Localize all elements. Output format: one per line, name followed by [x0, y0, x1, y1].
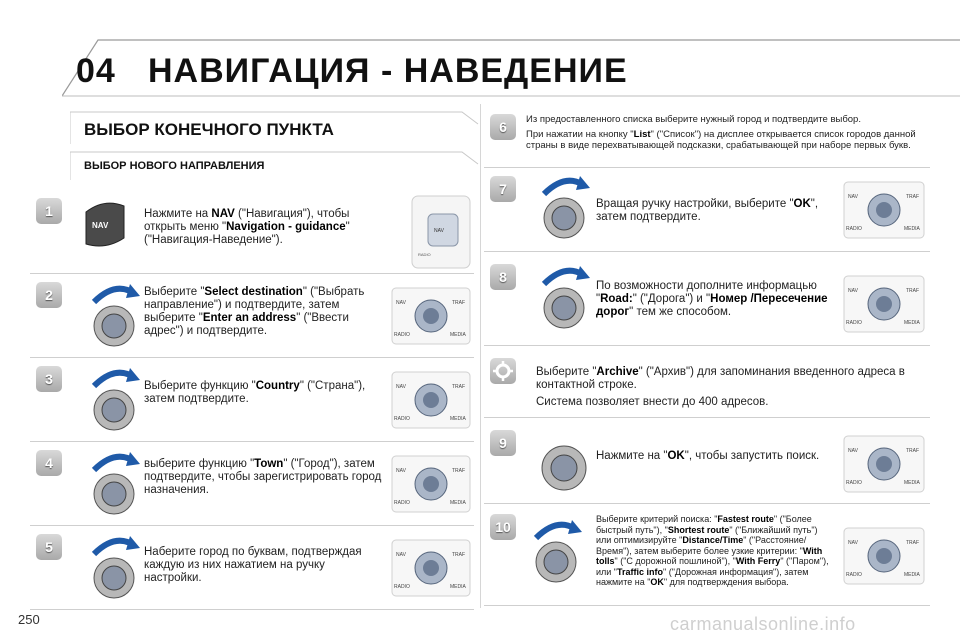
column-divider — [480, 104, 481, 608]
step-2 — [30, 274, 474, 358]
step-number-badge: 5 — [36, 534, 62, 560]
control-panel-image — [842, 430, 926, 498]
control-panel-image — [842, 176, 926, 244]
svg-text:NAV: NAV — [848, 540, 858, 546]
svg-text:MEDIA: MEDIA — [450, 584, 466, 590]
knob-turn-icon — [86, 282, 142, 350]
svg-text:NAV: NAV — [848, 288, 858, 294]
svg-text:RADIO: RADIO — [846, 226, 862, 232]
svg-text:NAV: NAV — [396, 384, 406, 390]
watermark: carmanualsonline.info — [670, 614, 856, 634]
step-number-badge: 7 — [490, 176, 516, 202]
step-8-text: По возможности дополните информацью "Road:" ("Дорога") и "Номер /Пересечение дорог" тем же способом. — [596, 280, 828, 318]
step-6 — [484, 106, 930, 168]
svg-text:NAV: NAV — [848, 448, 858, 454]
archive-note — [484, 350, 930, 418]
svg-text:MEDIA: MEDIA — [904, 572, 920, 578]
svg-text:NAV: NAV — [396, 468, 406, 474]
knob-turn-icon — [86, 366, 142, 434]
svg-text:RADIO: RADIO — [418, 252, 431, 257]
step-6-text: Из предоставленного списка выберите нужный город и подтвердите выбор. При нажатии на кнопку "List" ("Список") на дисплее открывается список городов данной страны в виде перехватывающей подсказки, срабатывающей при наборе первых букв. — [526, 114, 916, 151]
svg-text:RADIO: RADIO — [846, 572, 862, 578]
step-number-badge: 3 — [36, 366, 62, 392]
svg-text:TRAF: TRAF — [906, 194, 920, 200]
step-1-text: Нажмите на NAV ("Навигация"), чтобы открыть меню "Navigation - guidance" ("Навигация-Наведение"). — [144, 208, 350, 246]
svg-text:NAV: NAV — [396, 300, 406, 306]
nav-panel-image — [410, 194, 472, 270]
step-4 — [30, 442, 474, 526]
step-10 — [484, 506, 930, 606]
step-number-badge: 2 — [36, 282, 62, 308]
svg-text:TRAF: TRAF — [452, 552, 466, 558]
page-number: 250 — [18, 612, 40, 627]
svg-text:MEDIA: MEDIA — [904, 480, 920, 486]
svg-text:TRAF: TRAF — [452, 468, 466, 474]
step-7 — [484, 168, 930, 252]
gear-icon — [490, 358, 516, 384]
archive-note-text: Выберите "Archive" ("Архив") для запоминания введенного адреса в контактной строке. Система позволяет внести до 400 адресов. — [536, 366, 905, 408]
subsection-title: ВЫБОР НОВОГО НАПРАВЛЕНИЯ — [84, 160, 265, 172]
step-4-text: выберите функцию "Town" ("Город"), затем подтвердите, чтобы зарегистрировать город назначения. — [144, 458, 382, 496]
knob-turn-icon — [86, 450, 142, 518]
nav-button-label: NAV — [92, 221, 109, 230]
svg-text:TRAF: TRAF — [452, 300, 466, 306]
step-7-text: Вращая ручку настройки, выберите "OK", затем подтвердите. — [596, 198, 819, 223]
control-panel-image — [390, 282, 472, 350]
control-panel-image — [390, 366, 472, 434]
step-1 — [30, 190, 474, 274]
svg-text:RADIO: RADIO — [846, 480, 862, 486]
svg-text:MEDIA: MEDIA — [450, 416, 466, 422]
knob-turn-icon — [86, 534, 142, 602]
chapter-title: НАВИГАЦИЯ - НАВЕДЕНИЕ — [148, 52, 628, 90]
svg-text:TRAF: TRAF — [906, 448, 920, 454]
svg-text:MEDIA: MEDIA — [904, 226, 920, 232]
step-number-badge: 9 — [490, 430, 516, 456]
section-title: ВЫБОР КОНЕЧНОГО ПУНКТА — [84, 120, 334, 139]
svg-text:MEDIA: MEDIA — [450, 500, 466, 506]
control-panel-image — [842, 522, 926, 590]
svg-text:RADIO: RADIO — [394, 584, 410, 590]
step-number-badge: 10 — [490, 514, 516, 540]
step-number-badge: 8 — [490, 264, 516, 290]
step-number-badge: 1 — [36, 198, 62, 224]
step-number-badge: 4 — [36, 450, 62, 476]
svg-text:NAV: NAV — [396, 552, 406, 558]
svg-text:NAV: NAV — [434, 228, 444, 234]
step-8 — [484, 256, 930, 346]
knob-turn-icon — [536, 174, 592, 242]
control-panel-image — [390, 450, 472, 518]
step-10-text: Выберите критерий поиска: "Fastest route" ("Более быстрый путь"), "Shortest route" ("Ближайший путь") или оптимизируйте "Distance/Time" ("Расстояние/ Время"), затем выберите более узкие критерии: "With tolls" ("С дорожной пошлиной"), "With Ferry" ("Паром"), или "Traffic info" ("Дорожная информация"), затем нажмите на "OK" для подтверждения выбора. — [596, 514, 829, 587]
svg-text:TRAF: TRAF — [906, 288, 920, 294]
svg-text:RADIO: RADIO — [394, 332, 410, 338]
svg-text:MEDIA: MEDIA — [904, 320, 920, 326]
step-3 — [30, 358, 474, 442]
svg-text:RADIO: RADIO — [394, 500, 410, 506]
svg-text:RADIO: RADIO — [846, 320, 862, 326]
step-5-text: Наберите город по буквам, подтверждая каждую из них нажатием на ручку настройки. — [144, 546, 362, 584]
step-2-text: Выберите "Select destination" ("Выбрать направление") и подтвердите, затем выберите "Enter an address" ("Ввести адрес") и подтвердите. — [144, 286, 365, 337]
knob-press-icon — [536, 430, 592, 498]
step-5 — [30, 526, 474, 610]
chapter-number: 04 — [76, 52, 116, 90]
svg-text:MEDIA: MEDIA — [450, 332, 466, 338]
svg-text:NAV: NAV — [848, 194, 858, 200]
step-9-text: Нажмите на "OK", чтобы запустить поиск. — [596, 450, 820, 462]
svg-text:TRAF: TRAF — [452, 384, 466, 390]
step-number-badge: 6 — [490, 114, 516, 140]
nav-button-icon — [78, 198, 130, 254]
knob-turn-icon — [536, 264, 592, 332]
control-panel-image — [390, 534, 472, 602]
svg-text:RADIO: RADIO — [394, 416, 410, 422]
step-9 — [484, 422, 930, 504]
knob-turn-icon — [528, 518, 584, 586]
svg-text:TRAF: TRAF — [906, 540, 920, 546]
control-panel-image — [842, 270, 926, 338]
step-3-text: Выберите функцию "Country" ("Страна"), затем подтвердите. — [144, 380, 366, 405]
